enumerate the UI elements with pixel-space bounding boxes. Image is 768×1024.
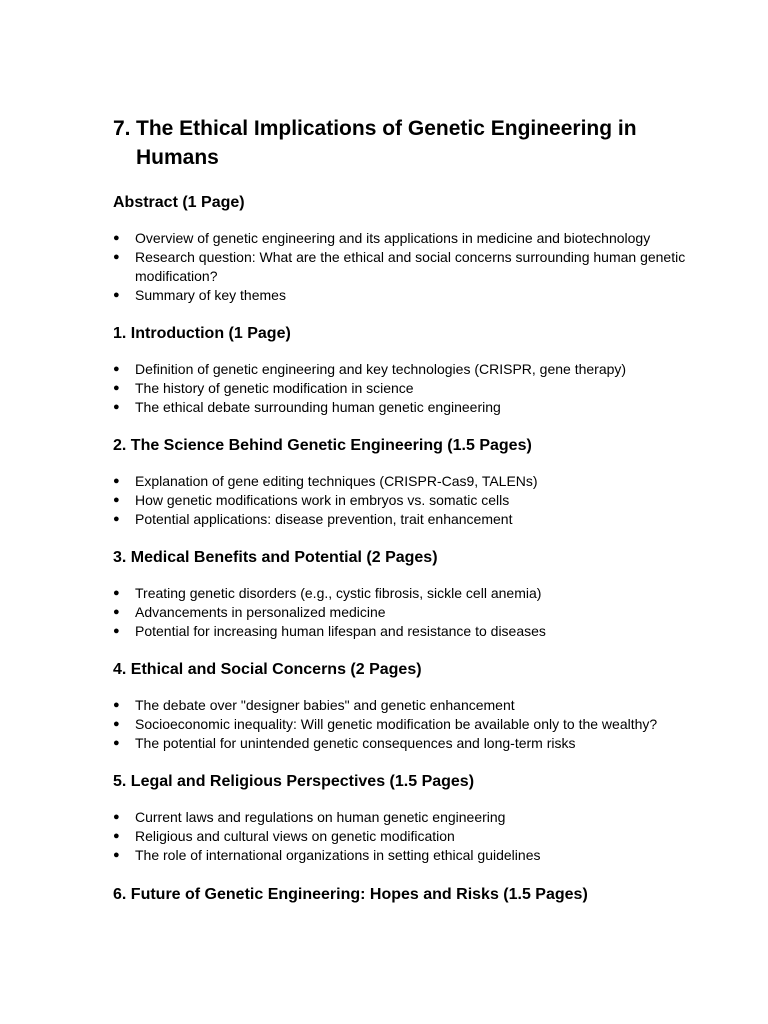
section-heading: 5. Legal and Religious Perspectives (1.5 Pages) xyxy=(113,773,475,790)
list-item: ● The potential for unintended genetic consequences and long-term risks xyxy=(113,735,576,751)
bullet-icon: ● xyxy=(113,382,120,394)
section-abstract xyxy=(113,193,693,303)
section-heading: 1. Introduction (1 Page) xyxy=(113,325,291,342)
list-item: ● Potential for increasing human lifespan and resistance to diseases xyxy=(113,623,546,639)
bullet-icon: ● xyxy=(113,830,120,842)
bullet-icon: ● xyxy=(113,251,120,263)
list-item: ● Definition of genetic engineering and key technologies (CRISPR, gene therapy) xyxy=(113,361,627,377)
list-item: ● The debate over "designer babies" and genetic enhancement xyxy=(113,697,515,713)
bullet-list xyxy=(113,696,695,753)
title-number: 7. xyxy=(113,117,131,140)
section-legal-religious xyxy=(113,772,693,863)
list-item: ● Treating genetic disorders (e.g., cystic fibrosis, sickle cell anemia) xyxy=(113,585,542,601)
bullet-icon: ● xyxy=(113,232,120,244)
section-introduction xyxy=(113,324,693,415)
section-heading: 4. Ethical and Social Concerns (2 Pages) xyxy=(113,661,422,678)
list-item: ● Summary of key themes xyxy=(113,287,286,303)
section-heading: 3. Medical Benefits and Potential (2 Pages) xyxy=(113,549,438,566)
bullet-list xyxy=(113,808,695,865)
list-item: ● Overview of genetic engineering and its applications in medicine and biotechnology xyxy=(113,230,651,246)
bullet-icon: ● xyxy=(113,699,120,711)
bullet-icon: ● xyxy=(113,494,120,506)
list-item: ● Current laws and regulations on human genetic engineering xyxy=(113,809,506,825)
section-heading: 6. Future of Genetic Engineering: Hopes and Risks (1.5 Pages) xyxy=(113,886,588,903)
bullet-list xyxy=(113,229,695,305)
section-heading: 2. The Science Behind Genetic Engineering (1.5 Pages) xyxy=(113,437,532,454)
bullet-icon: ● xyxy=(113,513,120,525)
bullet-icon: ● xyxy=(113,289,120,301)
bullet-icon: ● xyxy=(113,401,120,413)
section-ethical-concerns xyxy=(113,660,693,751)
list-item: ● Potential applications: disease prevention, trait enhancement xyxy=(113,511,513,527)
list-item: ● Religious and cultural views on genetic modification xyxy=(113,828,455,844)
bullet-list xyxy=(113,584,695,641)
list-item: ● The history of genetic modification in science xyxy=(113,380,414,396)
bullet-list xyxy=(113,472,695,529)
list-item: ● How genetic modifications work in embryos vs. somatic cells xyxy=(113,492,510,508)
list-item: ● Research question: What are the ethical and social concerns surrounding human genetic modification? xyxy=(113,249,686,284)
section-science xyxy=(113,436,693,527)
bullet-icon: ● xyxy=(113,718,120,730)
title-text: The Ethical Implications of Genetic Engineering in Humans xyxy=(136,117,637,169)
bullet-icon: ● xyxy=(113,363,120,375)
list-item: ● Advancements in personalized medicine xyxy=(113,604,386,620)
list-item: ● Explanation of gene editing techniques (CRISPR-Cas9, TALENs) xyxy=(113,473,538,489)
bullet-icon: ● xyxy=(113,475,120,487)
document-title xyxy=(113,114,673,172)
list-item: ● Socioeconomic inequality: Will genetic modification be available only to the wealthy? xyxy=(113,716,658,732)
bullet-icon: ● xyxy=(113,587,120,599)
bullet-icon: ● xyxy=(113,811,120,823)
section-future xyxy=(113,885,693,905)
section-heading: Abstract (1 Page) xyxy=(113,194,245,211)
list-item: ● The role of international organizations in setting ethical guidelines xyxy=(113,847,541,863)
bullet-icon: ● xyxy=(113,849,120,861)
bullet-list xyxy=(113,360,695,417)
bullet-icon: ● xyxy=(113,606,120,618)
bullet-icon: ● xyxy=(113,625,120,637)
list-item: ● The ethical debate surrounding human genetic engineering xyxy=(113,399,501,415)
section-medical-benefits xyxy=(113,548,693,639)
bullet-icon: ● xyxy=(113,737,120,749)
